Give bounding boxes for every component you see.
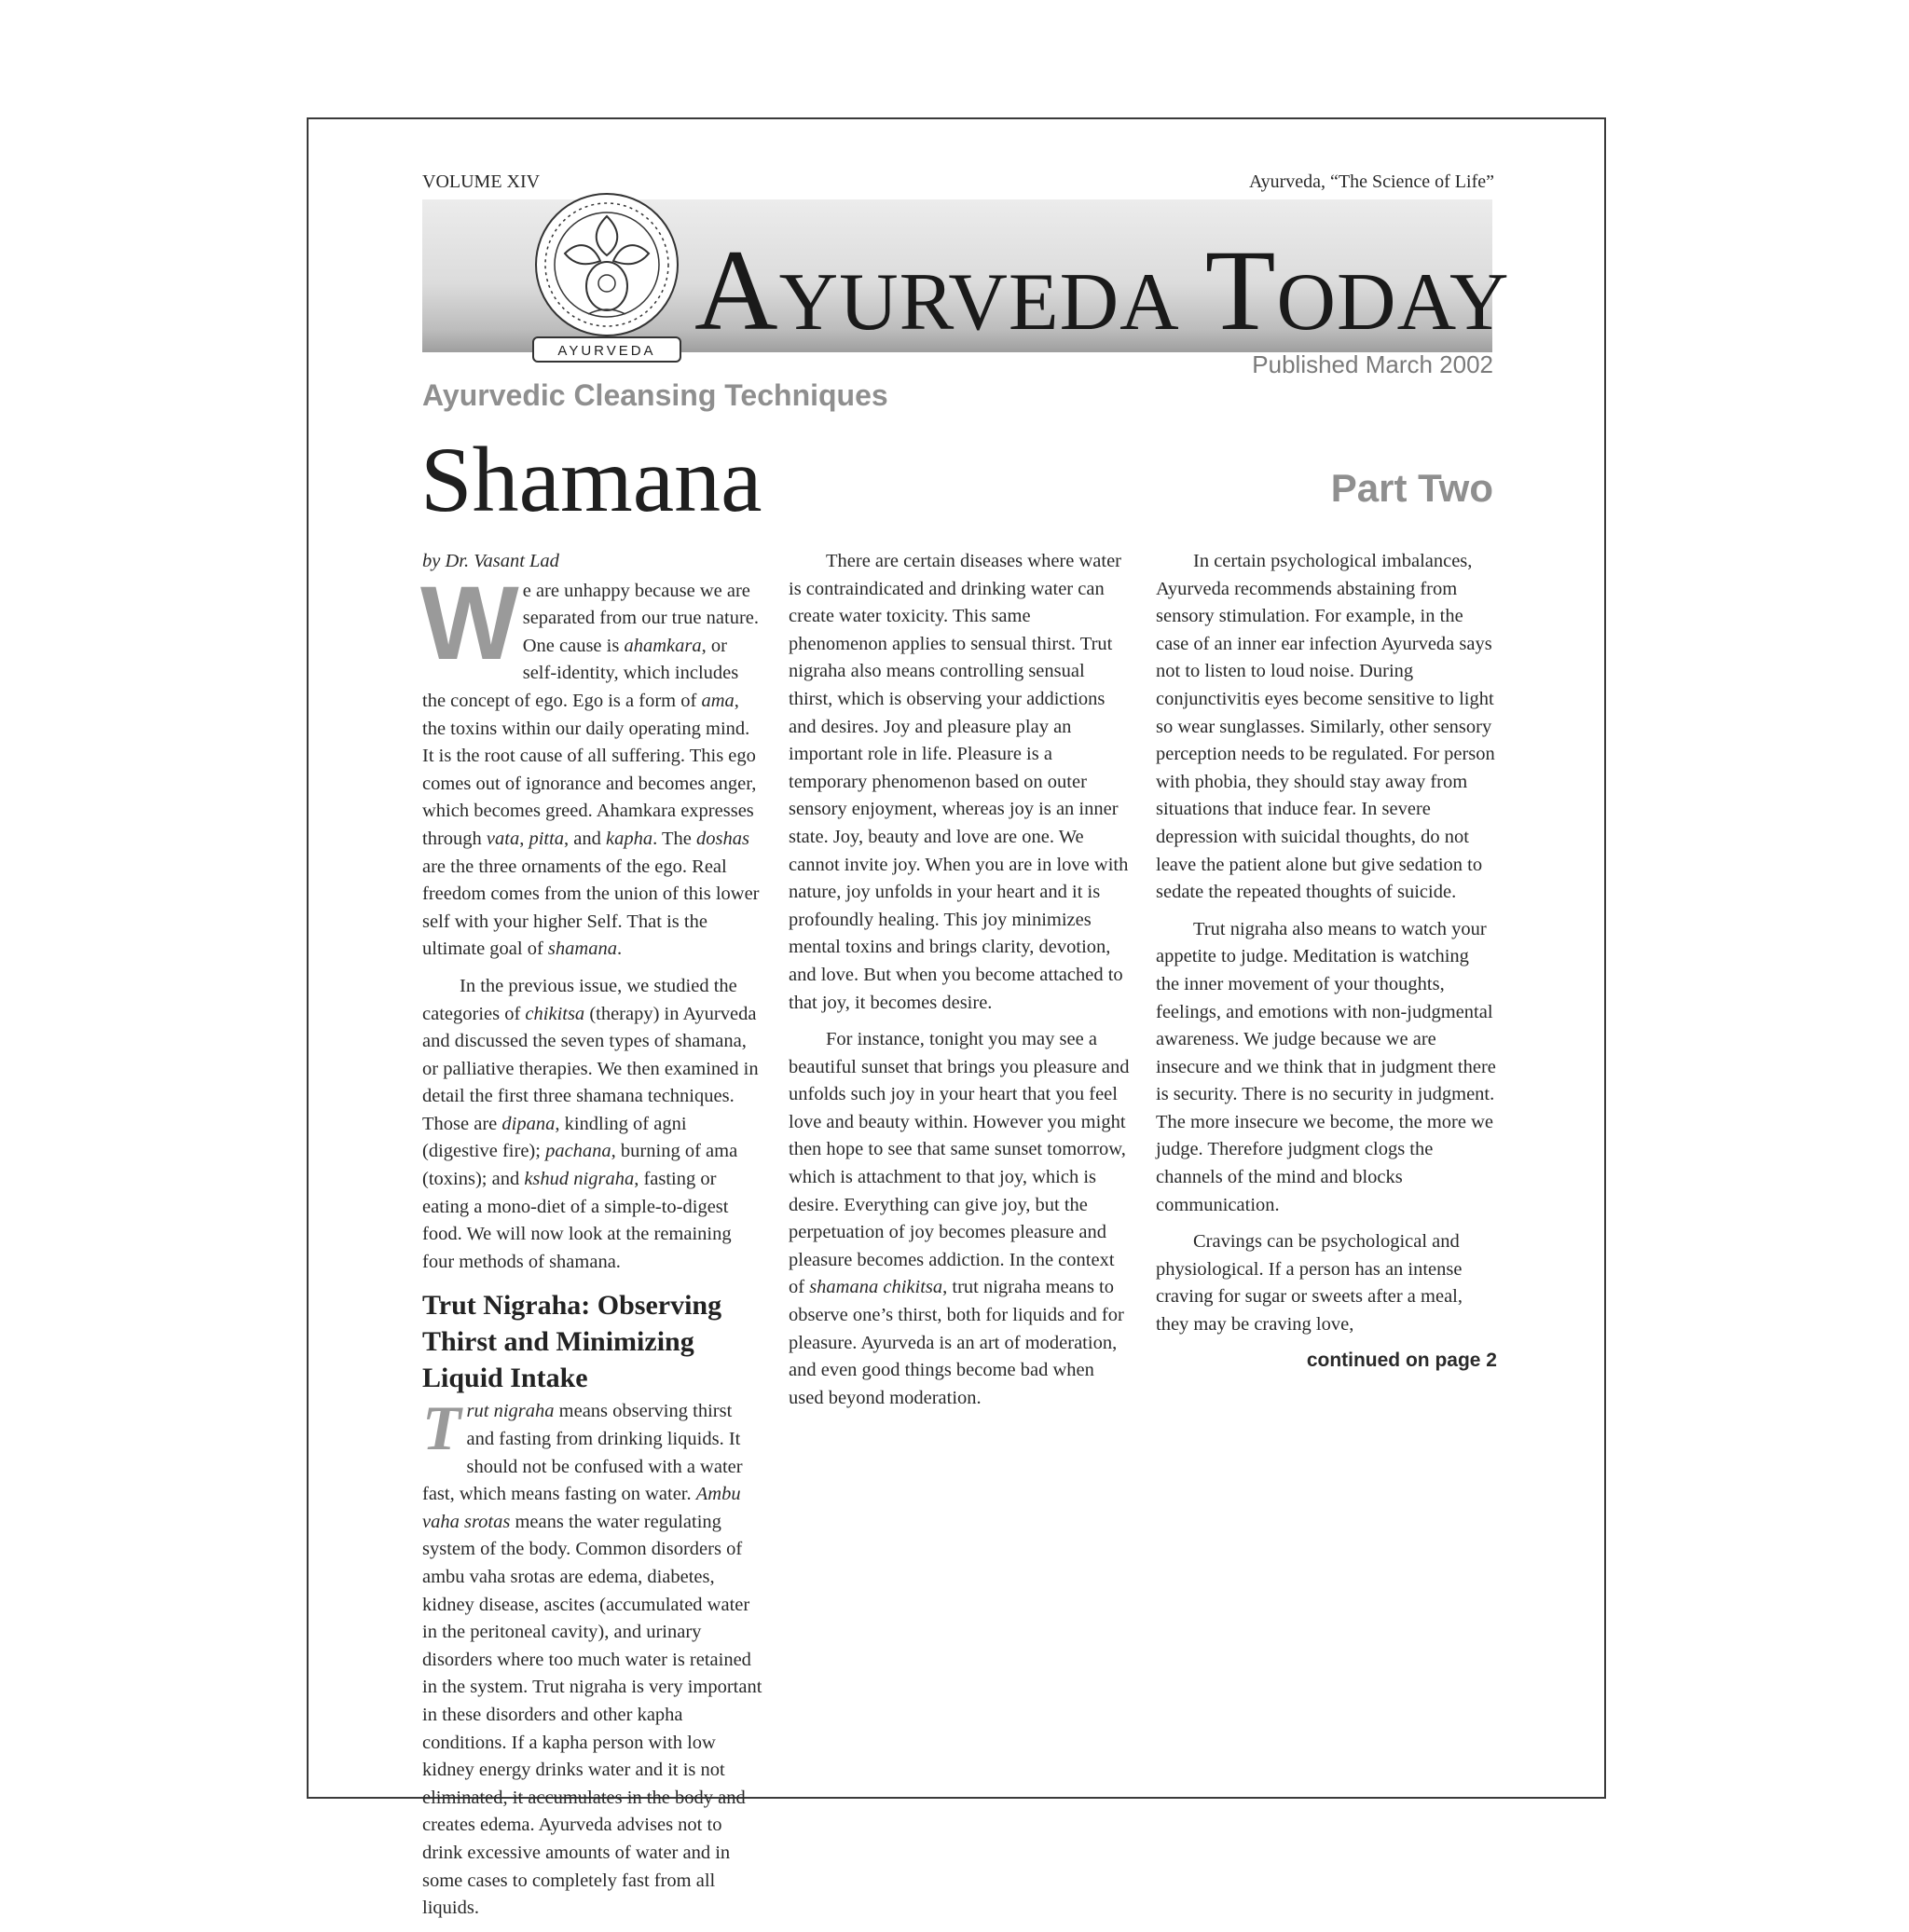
paragraph: In the previous issue, we studied the categories of chikitsa (therapy) in Ayurveda and discussed the seven types of shamana, or palliative therapies. We then examined in detail the first three shamana techniques. Those are dipana, kindling of agni (digestive fire); pachana, burning of ama (toxins); and kshud nigraha, fasting or eating a mono-diet of a simple-to-digest food. We will now look at the remaining four methods of shamana. [422,975,759,1272]
tagline: Ayurveda, “The Science of Life” [1248,171,1494,192]
paragraph: Trut nigraha means observing thirst and fasting from drinking liquids. It should not be confused with a water fast, which means fasting on water. Ambu vaha srotas means the water regulating system of the body. Common disorders of ambu vaha srotas are edema, diabetes, kidney disease, ascites (accumulated water in the peritoneal cavity), and urinary disorders where too much water is retained in the system. Trut nigraha is very important in these disorders and other kapha conditions. If a kapha person with low kidney energy drinks water and it is not eliminated, it accumulates in the body and creates edema. Ayurveda advises not to drink excessive amounts of water and in some cases to completely fast from all liquids. [422,1392,762,1919]
byline: by Dr. Vasant Lad [422,551,559,571]
series-title: Ayurvedic Cleansing Techniques [422,378,888,412]
text-column-3 [1156,548,1497,1374]
volume-label: VOLUME XIV [422,171,541,192]
ayurveda-seal-logo [528,188,686,365]
published-date: Published March 2002 [1252,350,1493,378]
text-column-2 [789,548,1130,1421]
paragraph: We are unhappy because we are separated from our true nature. One cause is ahamkara, or self-identity, which includes the concept of ego. Ego is a form of ama, the toxins within our daily operating mind. It is the root cause of all suffering. This ego comes out of ignorance and becomes anger, which becomes greed. Ahamkara expresses through vata, pitta, and kapha. The doshas are the three ornaments of the ego. Real freedom comes from the union of this lower self with your higher Self. That is the ultimate goal of shamana. [420,564,760,960]
article-title: Shamana [420,428,762,531]
paragraph: Trut nigraha also means to watch your appetite to judge. Meditation is watching the inner movement of your thoughts, feelings, and emotions with non-judgmental awareness. We judge because we are insecure and we think that in judgment there is security. There is no security in judgment. The more insecure we become, the more we judge. Therefore judgment clogs the channels of the mind and blocks communication. [1156,918,1496,1215]
section-heading: Trut Nigraha: Observing Thirst and Minimizing Liquid Intake [422,1290,722,1394]
continued-link[interactable]: continued on page 2 [1306,1349,1497,1371]
paragraph: For instance, tonight you may see a beautiful sunset that brings you pleasure and unfolds such joy in your heart that you feel love and beauty within. However you might then hope to see that same sunset tomorrow, which is attachment to that joy, which is desire. Everything can give joy, but the perpetuation of joy becomes pleasure and pleasure becomes addiction. In the context of shamana chikitsa, trut nigraha means to observe one’s thirst, both for liquids and for pleasure. Ayurveda is an art of moderation, and even good things become bad when used beyond moderation. [789,1029,1130,1408]
drop-cap: W [420,564,519,681]
drop-cap: T [422,1392,461,1464]
logo-caption: AYURVEDA [557,343,656,359]
paragraph: There are certain diseases where water is contraindicated and drinking water can create water toxicity. This same phenomenon applies to sensual thirst. Trut nigraha also means controlling sensual thirst, which is observing your addictions and desires. Joy and pleasure play an important role in life. Pleasure is a temporary phenomenon based on outer sensory enjoyment, whereas joy is an inner state. Joy, beauty and love are one. We cannot invite joy. When you are in love with nature, joy unfolds in your heart and it is profoundly healing. This joy minimizes mental toxins and brings clarity, devotion, and love. But when you become attached to that joy, it becomes desire. [789,551,1129,1013]
paragraph: In certain psychological imbalances, Ayurveda recommends abstaining from sensory stimulation. For example, in the case of an inner ear infection Ayurveda says not to listen to loud noise. During conjunctivitis eyes become sensitive to light so wear sunglasses. Similarly, other sensory perception needs to be regulated. For person with phobia, they should stay away from situations that induce fear. In severe depression with suicidal thoughts, do not leave the patient alone but give sedation to sedate the repeated thoughts of suicide. [1156,551,1495,903]
text-column-1 [422,548,763,1932]
paragraph: Cravings can be psychological and physiological. If a person has an intense craving for sugar or sweets after a meal, they may be craving love, [1156,1231,1463,1336]
masthead-title: AYURVEDA TODAY [694,226,1510,354]
part-label: Part Two [1330,466,1493,510]
